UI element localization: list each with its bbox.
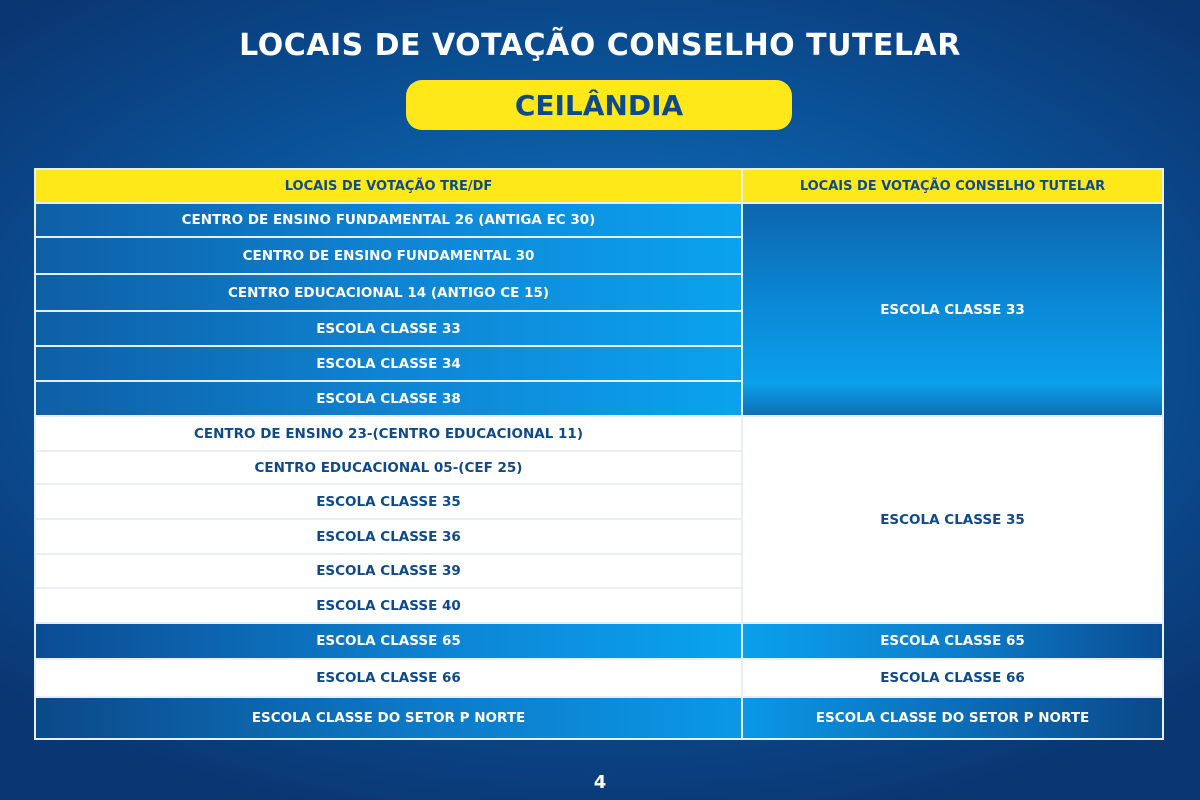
table-row [35,697,1163,739]
conselho-cell: ESCOLA CLASSE DO SETOR P NORTE [742,697,1163,739]
tre-cell: ESCOLA CLASSE 33 [35,311,742,346]
tre-cell: ESCOLA CLASSE 66 [35,659,742,697]
tre-cell: CENTRO DE ENSINO 23-(CENTRO EDUCACIONAL 11) [35,416,742,451]
table-row [35,203,1163,237]
page-title: LOCAIS DE VOTAÇÃO CONSELHO TUTELAR [239,28,961,63]
tre-cell: ESCOLA CLASSE 38 [35,381,742,416]
table-header-row [35,169,1163,203]
conselho-cell: ESCOLA CLASSE 65 [742,623,1163,659]
region-badge [406,80,792,130]
tre-cell: CENTRO EDUCACIONAL 05-(CEF 25) [35,451,742,484]
header-conselho: LOCAIS DE VOTAÇÃO CONSELHO TUTELAR [742,169,1163,203]
table-row [35,623,1163,659]
table-row [35,659,1163,697]
tre-cell: ESCOLA CLASSE 35 [35,484,742,519]
tre-cell: ESCOLA CLASSE 36 [35,519,742,554]
voting-locations-table [34,168,1164,740]
table-row [35,416,1163,451]
tre-cell: ESCOLA CLASSE 40 [35,588,742,623]
conselho-cell: ESCOLA CLASSE 33 [742,203,1163,416]
tre-cell: CENTRO EDUCACIONAL 14 (ANTIGO CE 15) [35,274,742,311]
tre-cell: ESCOLA CLASSE DO SETOR P NORTE [35,697,742,739]
region-label: CEILÂNDIA [514,88,684,122]
conselho-cell: ESCOLA CLASSE 66 [742,659,1163,697]
tre-cell: ESCOLA CLASSE 34 [35,346,742,381]
tre-cell: ESCOLA CLASSE 39 [35,554,742,588]
page-number: 4 [593,772,607,793]
tre-cell: CENTRO DE ENSINO FUNDAMENTAL 30 [35,237,742,274]
tre-cell: CENTRO DE ENSINO FUNDAMENTAL 26 (ANTIGA EC 30) [35,203,742,237]
tre-cell: ESCOLA CLASSE 65 [35,623,742,659]
conselho-cell: ESCOLA CLASSE 35 [742,416,1163,623]
header-tre: LOCAIS DE VOTAÇÃO TRE/DF [35,169,742,203]
